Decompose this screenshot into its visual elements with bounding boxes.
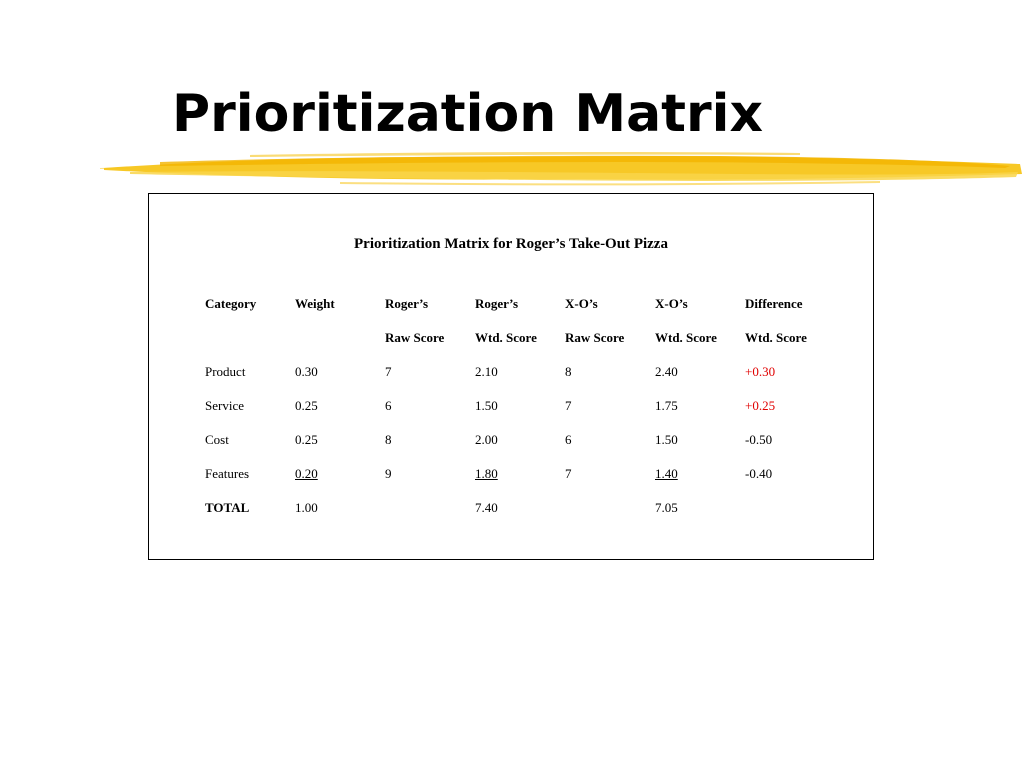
table-header-row (205, 287, 835, 321)
table-row-cost (205, 423, 835, 457)
header-xos-raw: X-O’s (565, 296, 598, 311)
header-category: Category (205, 296, 257, 311)
header-difference: Difference (745, 296, 803, 311)
subheader-rogers-raw: Raw Score (385, 330, 445, 345)
cell-rogers-wtd: 2.00 (475, 432, 498, 447)
table-row-product (205, 355, 835, 389)
cell-category: Service (205, 398, 244, 413)
header-weight: Weight (295, 296, 335, 311)
table-row-service (205, 389, 835, 423)
cell-empty (565, 491, 655, 525)
cell-empty (385, 491, 475, 525)
cell-weight: 0.30 (295, 364, 318, 379)
cell-rogers-raw: 9 (385, 466, 392, 481)
cell-xos-raw: 8 (565, 364, 572, 379)
cell-total-label: TOTAL (205, 500, 250, 515)
cell-total-weight: 1.00 (295, 500, 318, 515)
cell-total-xos-wtd: 7.05 (655, 500, 678, 515)
cell-difference: -0.50 (745, 432, 773, 447)
subheader-weight (295, 321, 385, 355)
header-rogers-wtd: Roger’s (475, 296, 519, 311)
subheader-rogers-wtd: Wtd. Score (475, 330, 537, 345)
prioritization-table (205, 287, 835, 525)
cell-rogers-wtd: 1.50 (475, 398, 498, 413)
cell-rogers-raw: 8 (385, 432, 392, 447)
cell-xos-wtd: 1.75 (655, 398, 678, 413)
cell-difference: -0.40 (745, 466, 773, 481)
cell-difference: +0.30 (745, 364, 776, 379)
cell-difference: +0.25 (745, 398, 776, 413)
cell-empty (745, 491, 835, 525)
cell-xos-raw: 7 (565, 398, 572, 413)
header-xos-wtd: X-O’s (655, 296, 688, 311)
table-frame (148, 193, 874, 560)
cell-weight: 0.25 (295, 432, 318, 447)
cell-weight (295, 457, 385, 491)
table-caption: Prioritization Matrix for Roger’s Take-Out Pizza (354, 236, 668, 252)
table-row-total (205, 491, 835, 525)
cell-rogers-raw: 7 (385, 364, 392, 379)
header-rogers-raw: Roger’s (385, 296, 429, 311)
cell-rogers-raw: 6 (385, 398, 392, 413)
cell-category: Features (205, 466, 250, 481)
cell-xos-raw: 6 (565, 432, 572, 447)
underlined-value: 1.40 (655, 466, 678, 481)
cell-weight: 0.25 (295, 398, 318, 413)
subheader-xos-wtd: Wtd. Score (655, 330, 717, 345)
cell-rogers-wtd (475, 457, 565, 491)
subheader-category (205, 321, 295, 355)
table-row-features (205, 457, 835, 491)
cell-xos-wtd (655, 457, 745, 491)
cell-category: Product (205, 364, 246, 379)
underlined-value: 1.80 (475, 466, 498, 481)
yellow-brush-stroke (100, 148, 1024, 188)
cell-rogers-wtd: 2.10 (475, 364, 498, 379)
cell-category: Cost (205, 432, 229, 447)
underlined-value: 0.20 (295, 466, 318, 481)
cell-xos-raw: 7 (565, 466, 572, 481)
subheader-difference: Wtd. Score (745, 330, 807, 345)
cell-total-rogers-wtd: 7.40 (475, 500, 498, 515)
subheader-xos-raw: Raw Score (565, 330, 625, 345)
table-subheader-row (205, 321, 835, 355)
slide-title: Prioritization Matrix (172, 84, 764, 144)
cell-xos-wtd: 2.40 (655, 364, 678, 379)
cell-xos-wtd: 1.50 (655, 432, 678, 447)
